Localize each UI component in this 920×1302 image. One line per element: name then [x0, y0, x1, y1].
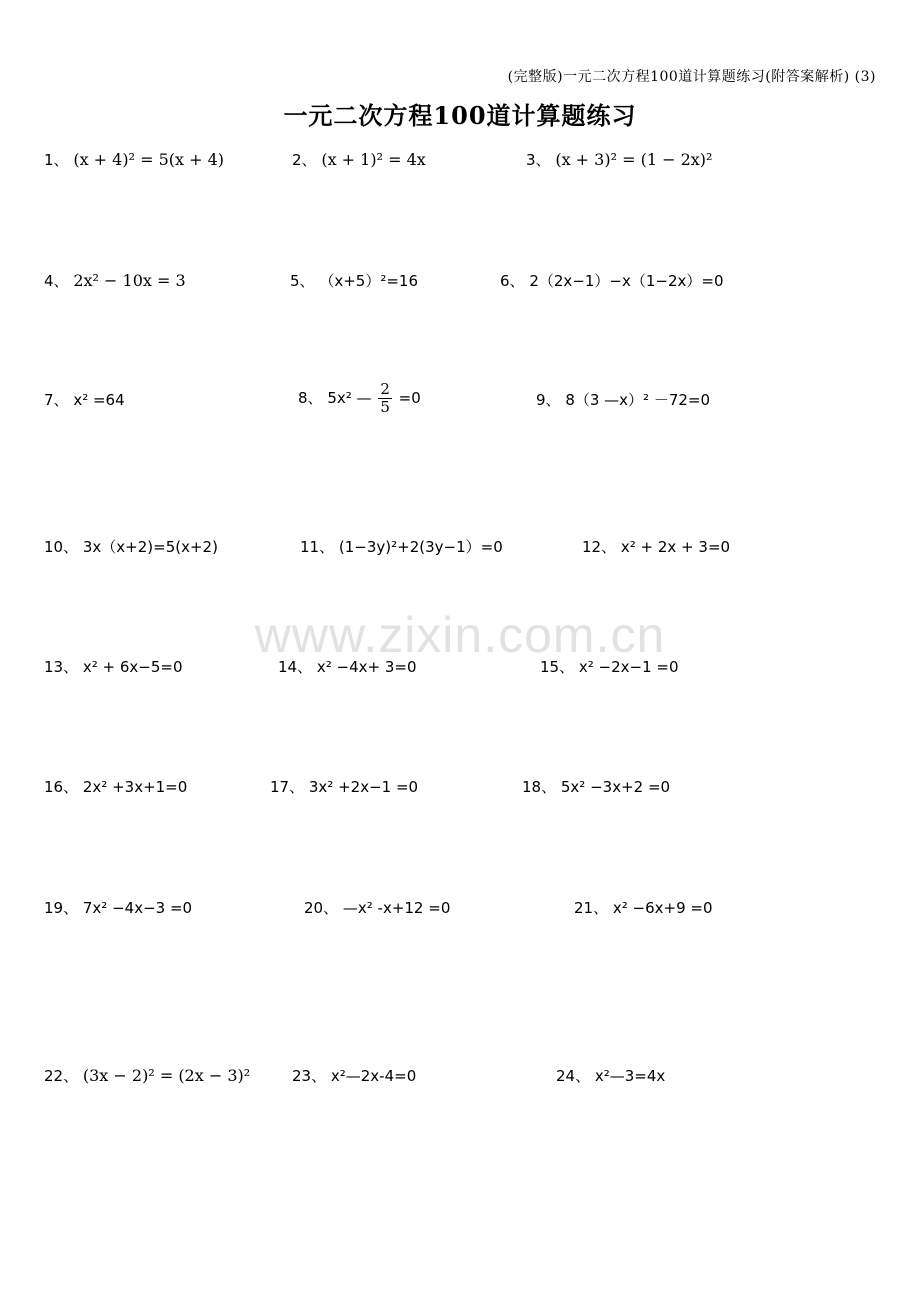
problem-number: 12、: [582, 538, 617, 556]
fraction-denominator: 5: [380, 398, 390, 416]
problem-22: [44, 1066, 250, 1086]
equation: —x² -x+12 =0: [342, 899, 451, 917]
equation-tail: =0: [398, 389, 421, 407]
problem-number: 19、: [44, 899, 79, 917]
equation: (3x − 2)² = (2x − 3)²: [82, 1066, 251, 1085]
equation: x² −2x−1 =0: [578, 658, 679, 676]
problem-24: [556, 1066, 665, 1086]
problem-13: [44, 657, 183, 677]
equation: 2（2x−1）−x（1−2x）=0: [529, 272, 724, 290]
problem-16: [44, 777, 187, 797]
equation: 7x² −4x−3 =0: [82, 899, 193, 917]
equation: （x+5）²=16: [319, 272, 418, 290]
problem-23: [292, 1066, 416, 1086]
equation: x² + 2x + 3=0: [620, 538, 731, 556]
equation: (x + 4)² = 5(x + 4): [73, 150, 225, 169]
problem-number: 24、: [556, 1067, 591, 1085]
problem-21: [574, 898, 713, 918]
equation: (x + 3)² = (1 − 2x)²: [555, 150, 713, 169]
problem-number: 15、: [540, 658, 575, 676]
problem-number: 10、: [44, 538, 79, 556]
equation: x² + 6x−5=0: [82, 658, 183, 676]
problem-2: [292, 150, 426, 170]
document-header: (完整版)一元二次方程100道计算题练习(附答案解析) (3): [507, 69, 876, 85]
problem-18: [522, 777, 670, 797]
fraction: [378, 381, 392, 416]
problem-number: 5、: [290, 272, 315, 290]
problem-number: 1、: [44, 151, 69, 169]
problem-number: 6、: [500, 272, 525, 290]
problem-19: [44, 898, 192, 918]
problem-7: [44, 390, 125, 410]
problem-number: 13、: [44, 658, 79, 676]
problem-number: 16、: [44, 778, 79, 796]
problem-14: [278, 657, 417, 677]
problem-12: [582, 537, 730, 557]
equation: 2x² − 10x = 3: [73, 271, 186, 290]
problem-number: 17、: [270, 778, 305, 796]
watermark: www.zixin.com.cn: [254, 607, 666, 663]
equation: x²—3=4x: [594, 1067, 666, 1085]
problem-number: 23、: [292, 1067, 327, 1085]
problem-number: 22、: [44, 1067, 79, 1085]
problem-9: [536, 390, 710, 410]
problem-5: [290, 271, 418, 291]
problem-number: 20、: [304, 899, 339, 917]
problem-number: 14、: [278, 658, 313, 676]
problem-11: [300, 537, 503, 557]
problem-8: [298, 381, 421, 416]
problem-15: [540, 657, 679, 677]
problem-number: 3、: [526, 151, 551, 169]
equation-lead: 5x² —: [327, 389, 372, 407]
equation: 3x² +2x−1 =0: [308, 778, 419, 796]
equation: 2x² +3x+1=0: [82, 778, 188, 796]
problem-number: 21、: [574, 899, 609, 917]
problem-20: [304, 898, 450, 918]
problem-number: 9、: [536, 391, 561, 409]
problem-4: [44, 271, 186, 291]
problem-17: [270, 777, 418, 797]
problem-number: 8、: [298, 389, 323, 407]
equation: 3x（x+2)=5(x+2): [82, 538, 218, 556]
equation: x² =64: [73, 391, 125, 409]
fraction-numerator: 2: [380, 380, 390, 398]
problem-3: [526, 150, 712, 170]
equation: x² −4x+ 3=0: [316, 658, 417, 676]
problem-number: 4、: [44, 272, 69, 290]
problem-number: 2、: [292, 151, 317, 169]
problem-1: [44, 150, 224, 170]
equation: x²—2x-4=0: [330, 1067, 417, 1085]
equation: 8（3 —x）² －72=0: [565, 391, 711, 409]
problem-number: 11、: [300, 538, 335, 556]
problem-6: [500, 271, 724, 291]
problem-number: 7、: [44, 391, 69, 409]
equation: (x + 1)² = 4x: [321, 150, 426, 169]
page-title: 一元二次方程100道计算题练习: [283, 101, 637, 130]
problem-10: [44, 537, 218, 557]
equation: 5x² −3x+2 =0: [560, 778, 671, 796]
equation: (1−3y)²+2(3y−1）=0: [338, 538, 503, 556]
problem-number: 18、: [522, 778, 557, 796]
equation: x² −6x+9 =0: [612, 899, 713, 917]
